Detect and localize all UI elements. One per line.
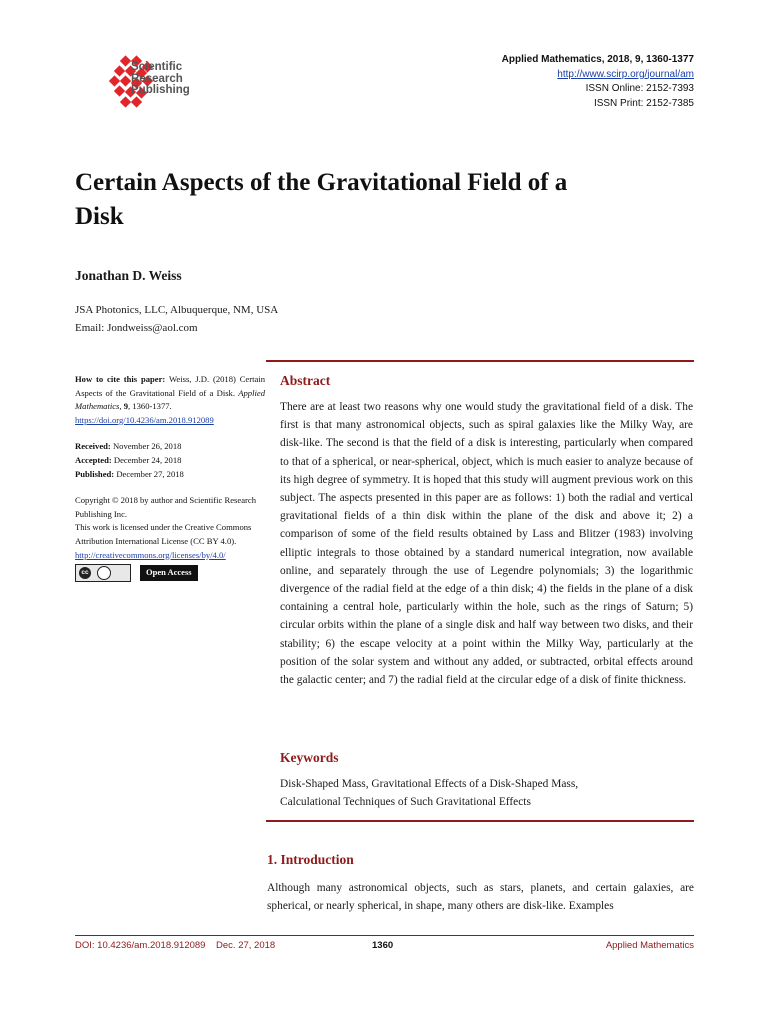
citation-block bbox=[75, 373, 265, 427]
dates-block bbox=[75, 440, 265, 481]
open-access-badge: Open Access bbox=[140, 565, 198, 581]
cite-text: Weiss, J.D. (2018) Certain Aspects of the Gravitational Field of a Disk. bbox=[75, 374, 265, 398]
doi-link[interactable]: https://doi.org/10.4236/am.2018.912089 bbox=[75, 414, 214, 425]
article-sidebar bbox=[75, 373, 265, 582]
affiliation: JSA Photonics, LLC, Albuquerque, NM, USA bbox=[75, 304, 279, 316]
author-name: Jonathan D. Weiss bbox=[75, 268, 182, 283]
abstract-heading: Abstract bbox=[280, 373, 331, 388]
publisher-name-line: Research bbox=[131, 72, 183, 85]
published-label: Published: bbox=[75, 468, 115, 479]
paper-title: Certain Aspects of the Gravitational Field of a Disk bbox=[75, 169, 568, 230]
cite-journal: Applied Mathematics bbox=[75, 387, 265, 412]
footer-doi-date bbox=[75, 940, 275, 951]
accepted-label: Accepted: bbox=[75, 454, 112, 465]
page-number: 1360 bbox=[372, 940, 394, 951]
footer-date: Dec. 27, 2018 bbox=[216, 940, 276, 951]
journal-url-link[interactable]: http://www.scirp.org/journal/am bbox=[557, 68, 694, 80]
keywords-line: Disk-Shaped Mass, Gravitational Effects of a Disk-Shaped Mass, bbox=[280, 778, 579, 790]
section-divider bbox=[266, 360, 694, 362]
accepted-date: December 24, 2018 bbox=[111, 454, 182, 465]
footer-journal: Applied Mathematics bbox=[605, 940, 694, 951]
journal-citation: Applied Mathematics, 2018, 9, 1360-1377 bbox=[501, 54, 694, 65]
footer-divider bbox=[75, 935, 694, 936]
section-divider bbox=[266, 820, 694, 822]
email: Email: Jondweiss@aol.com bbox=[75, 322, 198, 334]
introduction-heading: 1. Introduction bbox=[267, 852, 354, 867]
journal-info bbox=[502, 53, 694, 111]
license-text: This work is licensed under the Creative Commons Attribution International License (CC BY 4.0). bbox=[75, 522, 252, 546]
footer-doi: DOI: 10.4236/am.2018.912089 bbox=[75, 940, 206, 951]
cc-icon: cc bbox=[79, 567, 91, 579]
license-link[interactable]: http://creativecommons.org/licenses/by/4.0/ bbox=[75, 549, 226, 560]
copyright: Copyright © 2018 by author and Scientific Research Publishing Inc. bbox=[75, 495, 256, 519]
publisher-name bbox=[131, 62, 190, 97]
issn-print: ISSN Print: 2152-7385 bbox=[593, 97, 694, 109]
license-badges bbox=[75, 564, 265, 582]
cite-pages: , 1360-1377. bbox=[128, 401, 172, 412]
publisher-name-line: Publishing bbox=[131, 84, 190, 96]
publisher-name-line: Scientific bbox=[131, 61, 183, 73]
received-label: Received: bbox=[75, 441, 111, 452]
affiliation-block bbox=[75, 301, 278, 337]
issn-online: ISSN Online: 2152-7393 bbox=[585, 83, 694, 94]
cite-separator: , bbox=[119, 401, 124, 412]
introduction-body: Although many astronomical objects, such as stars, planets, and certain galaxies, are spherical, or nearly spherical, in shape, many others are disk-like. Examples bbox=[267, 882, 694, 913]
received-date: November 26, 2018 bbox=[110, 441, 182, 452]
cite-label: How to cite this paper: bbox=[75, 374, 166, 384]
abstract-body: There are at least two reasons why one would study the gravitational field of a disk. The first is that many astronomical objects, such as spiral galaxies like the Milky Way, are disk-like. The second is that the field of a disk is interesting, particularly when compared to that of a spherical, or near-spherical, object, which is much easier to analyze because of its high degree of symmetry. It is hoped that this study will augment previous work on this subject. The aspects presented in this paper are as follows: 1) both the radial and vertical gravitational fields of a thin disk within the plane of the disk and above it; 2) a comparison of some of the field results obtained by Lass and Blitzer (1983) involving elliptic integrals to those obtained by a standard numerical integration, now available online, and separately through the use of Legendre polynomials; 3) the logarithmic divergence of the radial field at the edge of a thin disk; 4) the fields in the plane of a disk containing a central hole, particularly within the hole, such as the rings of Saturn; 5) circular orbits within the plane of a single disk and half way between two disks, and their stability; 6) the escape velocity at a point within the Milky Way, particularly at the position of the solar system and without any added, or subtracted, orbital effects around the galactic center; and 7) the radial field at the circular edge of a disk of finite thickness. bbox=[280, 401, 693, 687]
published-date: December 27, 2018 bbox=[114, 468, 184, 479]
cite-volume: 9 bbox=[123, 401, 128, 412]
cc-by-badge[interactable] bbox=[75, 564, 131, 582]
keywords-body bbox=[280, 775, 693, 811]
by-icon bbox=[97, 566, 111, 580]
keywords-heading: Keywords bbox=[280, 750, 339, 765]
keywords-line: Calculational Techniques of Such Gravitational Effects bbox=[280, 796, 531, 809]
